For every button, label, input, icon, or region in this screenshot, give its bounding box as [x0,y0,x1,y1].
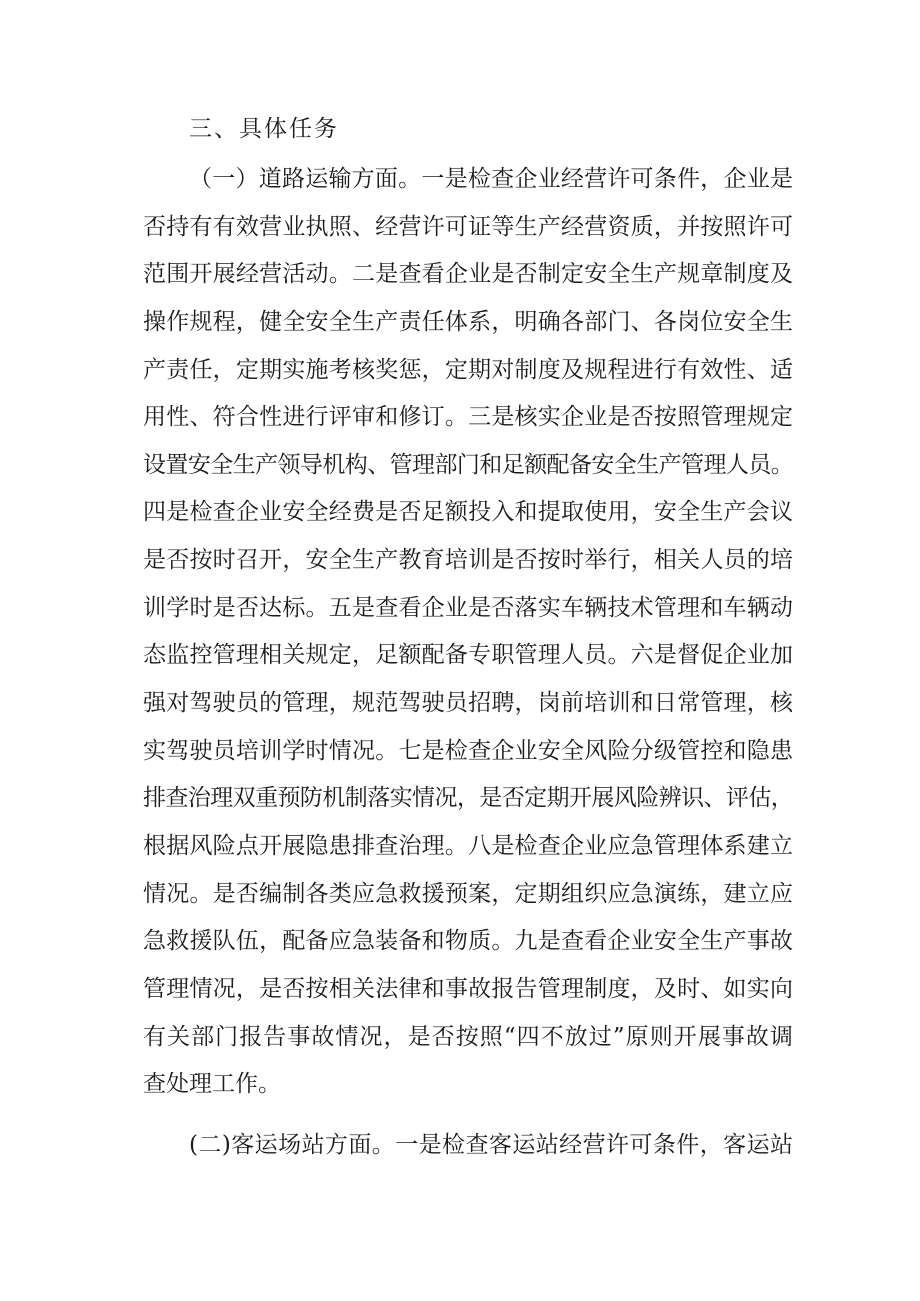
paragraph-line: 管理情况，是否按相关法律和事故报告管理制度，及时、如实向 [143,976,793,1002]
paragraph-line: 强对驾驶员的管理，规范驾驶员招聘，岗前培训和日常管理，核 [143,690,793,716]
paragraph-line: 用性、符合性进行评审和修订。三是核实企业是否按照管理规定 [143,404,793,430]
paragraph-line: 是否按时召开，安全生产教育培训是否按时举行，相关人员的培 [143,547,793,573]
paragraph-line: 态监控管理相关规定，足额配备专职管理人员。六是督促企业加 [143,642,793,668]
paragraph-line: (二)客运场站方面。一是检查客运站经营许可条件，客运站 [189,1132,793,1158]
paragraph-line: 设置安全生产领导机构、管理部门和足额配备安全生产管理人员。 [143,452,793,478]
paragraph-line: 排查治理双重预防机制落实情况，是否定期开展风险辨识、评估， [143,785,793,811]
paragraph-line: 有关部门报告事故情况，是否按照“四不放过”原则开展事故调 [143,1024,793,1050]
paragraph-line: 操作规程，健全安全生产责任体系，明确各部门、各岗位安全生 [143,309,793,335]
paragraph-line: 否持有有效营业执照、经营许可证等生产经营资质，并按照许可 [143,214,793,240]
paragraph-line: 产责任，定期实施考核奖惩，定期对制度及规程进行有效性、适 [143,357,793,383]
paragraph-line: （一）道路运输方面。一是检查企业经营许可条件，企业是 [189,166,793,192]
paragraph-line: 根据风险点开展隐患排查治理。八是检查企业应急管理体系建立 [143,833,793,859]
paragraph-line: 急救援队伍，配备应急装备和物质。九是查看企业安全生产事故 [143,928,793,954]
paragraph-line: 范围开展经营活动。二是查看企业是否制定安全生产规章制度及 [143,261,793,287]
paragraph-line: 训学时是否达标。五是查看企业是否落实车辆技术管理和车辆动 [143,595,793,621]
paragraph-line: 四是检查企业安全经费是否足额投入和提取使用，安全生产会议 [143,499,793,525]
paragraph-line: 情况。是否编制各类应急救援预案，定期组织应急演练，建立应 [143,881,793,907]
section-heading: 三、具体任务 [189,116,339,142]
paragraph-line: 实驾驶员培训学时情况。七是检查企业安全风险分级管控和隐患 [143,738,793,764]
paragraph-line: 查处理工作。 [143,1071,281,1097]
